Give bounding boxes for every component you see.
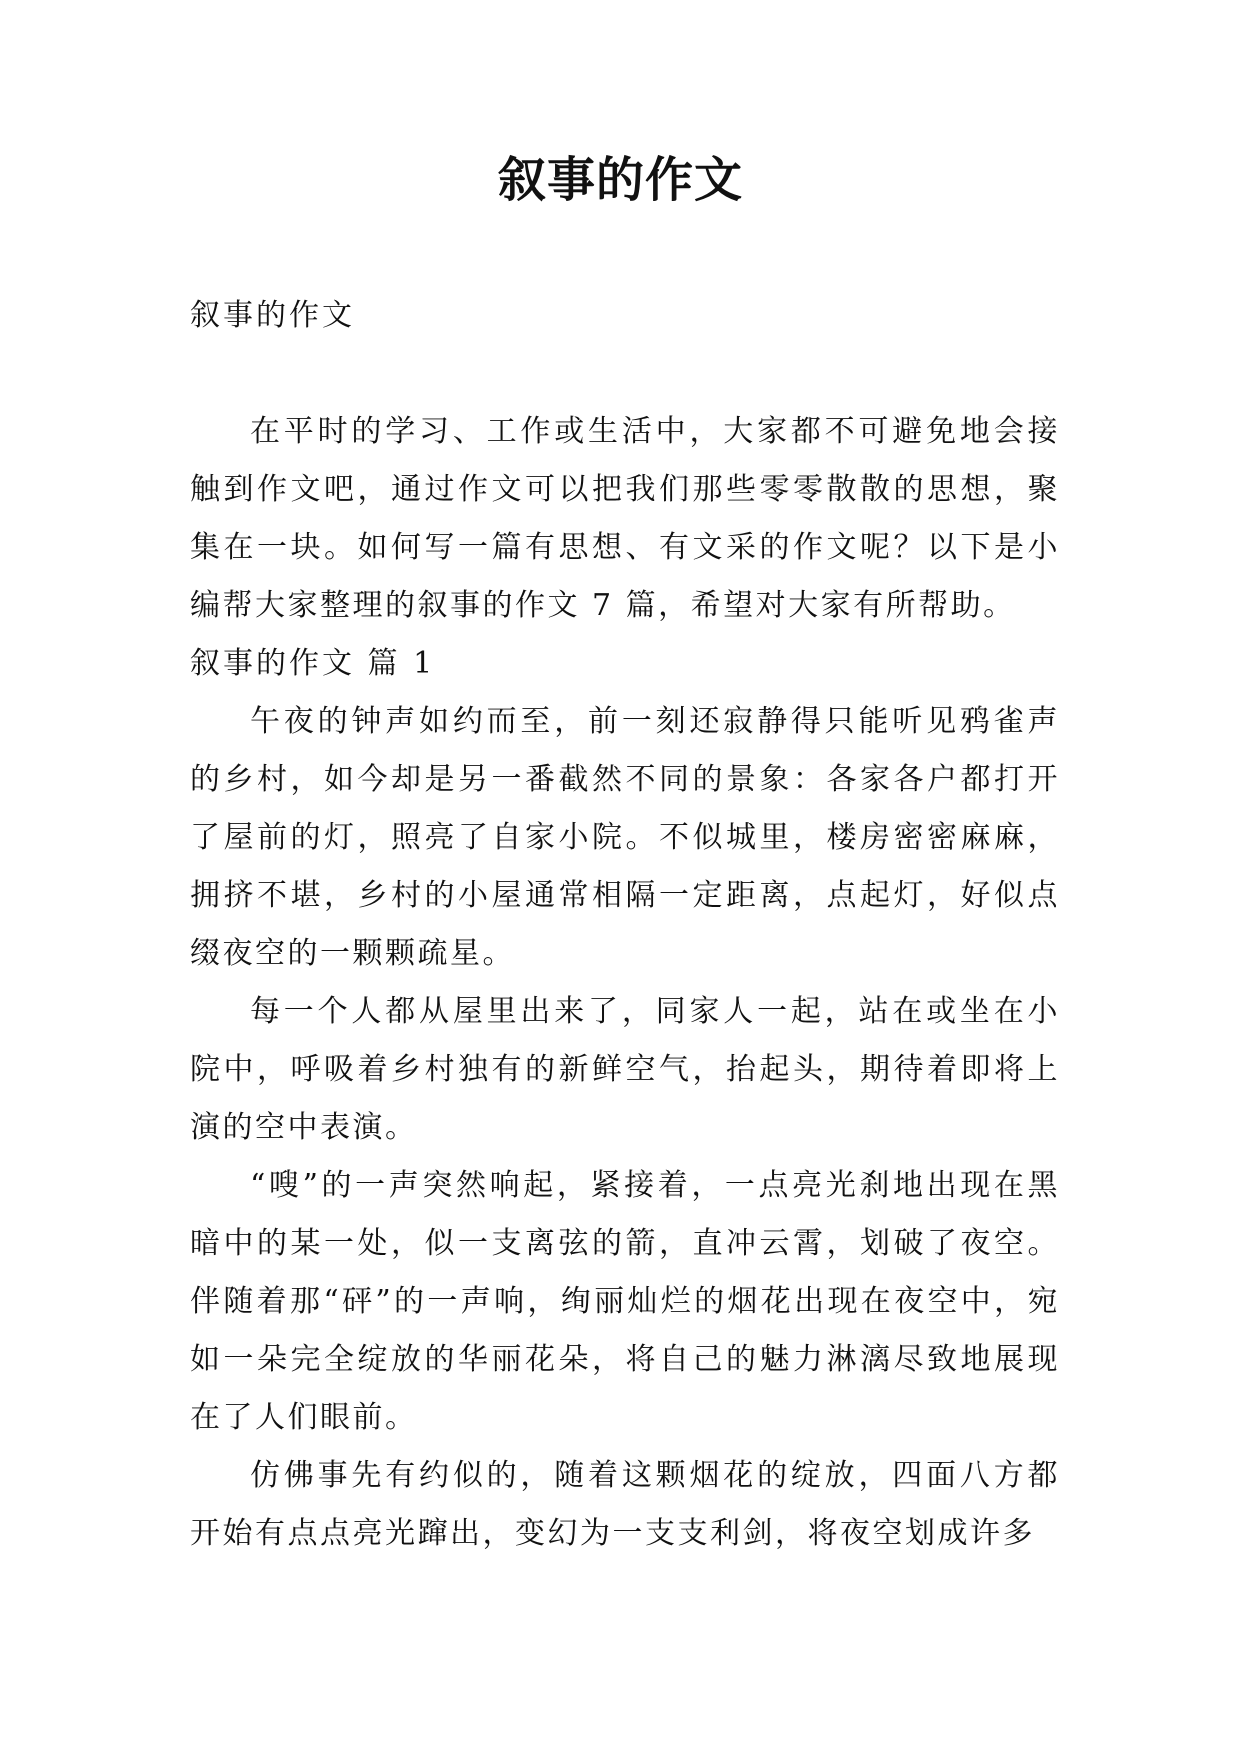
document-body xyxy=(190,287,1060,1563)
section-heading: 叙事的作文 篇 1 xyxy=(190,646,436,681)
body-paragraph: “嗖”的一声突然响起，紧接着，一点亮光刹地出现在黑暗中的某一处，似一支离弦的箭，直冲云霄，划破了夜空。伴随着那“砰”的一声响，绚丽灿烂的烟花出现在夜空中，宛如一朵完全绽放的华丽花朵，将自己的魅力淋漓尽致地展现在了人们眼前。 xyxy=(190,1168,1060,1435)
body-paragraph: 仿佛事先有约似的，随着这颗烟花的绽放，四面八方都开始有点点亮光蹿出，变幻为一支支利剑，将夜空划成许多 xyxy=(190,1458,1060,1551)
intro-paragraph: 在平时的学习、工作或生活中，大家都不可避免地会接触到作文吧，通过作文可以把我们那些零零散散的思想，聚集在一块。如何写一篇有思想、有文采的作文呢？以下是小编帮大家整理的叙事的作文 7 篇，希望对大家有所帮助。 xyxy=(190,414,1060,623)
body-paragraph: 每一个人都从屋里出来了，同家人一起，站在或坐在小院中，呼吸着乡村独有的新鲜空气，抬起头，期待着即将上演的空中表演。 xyxy=(190,994,1060,1145)
body-paragraph: 午夜的钟声如约而至，前一刻还寂静得只能听见鸦雀声的乡村，如今却是另一番截然不同的景象：各家各户都打开了屋前的灯，照亮了自家小院。不似城里，楼房密密麻麻，拥挤不堪，乡村的小屋通常相隔一定距离，点起灯，好似点缀夜空的一颗颗疏星。 xyxy=(190,704,1060,971)
document-subtitle: 叙事的作文 xyxy=(190,298,355,333)
document-title: 叙事的作文 xyxy=(497,152,743,208)
